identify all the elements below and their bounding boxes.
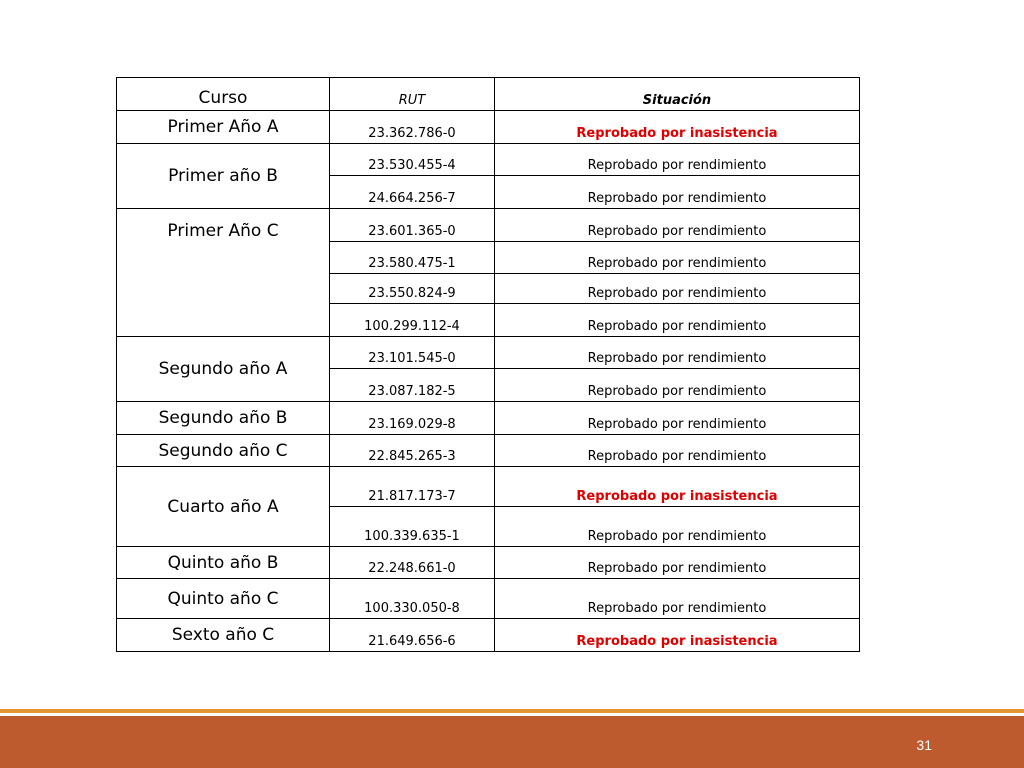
situation-cell: Reprobado por inasistencia — [495, 619, 860, 652]
table-row — [117, 111, 860, 144]
rut-cell: 23.580.475-1 — [330, 242, 495, 274]
situation-cell: Reprobado por rendimiento — [495, 547, 860, 579]
table-row — [117, 209, 860, 242]
situation-cell: Reprobado por rendimiento — [495, 435, 860, 467]
course-cell: Quinto año C — [117, 579, 330, 619]
header-row — [117, 78, 860, 111]
course-cell: Segundo año B — [117, 402, 330, 435]
course-cell: Cuarto año A — [117, 467, 330, 547]
course-cell: Sexto año C — [117, 619, 330, 652]
situation-cell: Reprobado por rendimiento — [495, 579, 860, 619]
rut-cell: 23.530.455-4 — [330, 144, 495, 176]
rut-cell: 22.845.265-3 — [330, 435, 495, 467]
situation-cell: Reprobado por inasistencia — [495, 111, 860, 144]
situation-cell: Reprobado por rendimiento — [495, 507, 860, 547]
rut-cell: 23.550.824-9 — [330, 274, 495, 304]
rut-cell: 100.330.050-8 — [330, 579, 495, 619]
situation-cell: Reprobado por rendimiento — [495, 144, 860, 176]
situation-cell: Reprobado por rendimiento — [495, 176, 860, 209]
rut-cell: 23.362.786-0 — [330, 111, 495, 144]
situation-cell: Reprobado por rendimiento — [495, 402, 860, 435]
situation-cell: Reprobado por rendimiento — [495, 242, 860, 274]
rut-cell: 100.299.112-4 — [330, 304, 495, 337]
header-situation: Situación — [495, 78, 860, 111]
failed-students-table — [116, 77, 860, 652]
table-row — [117, 467, 860, 507]
rut-cell: 23.169.029-8 — [330, 402, 495, 435]
situation-cell: Reprobado por rendimiento — [495, 337, 860, 369]
rut-cell: 21.649.656-6 — [330, 619, 495, 652]
table-row — [117, 144, 860, 176]
situation-cell: Reprobado por rendimiento — [495, 209, 860, 242]
table-row — [117, 579, 860, 619]
rut-cell: 24.664.256-7 — [330, 176, 495, 209]
course-cell: Primer Año C — [117, 209, 330, 337]
footer-accent-line — [0, 709, 1024, 713]
header-rut: RUT — [330, 78, 495, 111]
course-cell: Quinto año B — [117, 547, 330, 579]
table-row — [117, 337, 860, 369]
situation-cell: Reprobado por rendimiento — [495, 369, 860, 402]
table-body — [117, 78, 860, 652]
table-row — [117, 435, 860, 467]
situation-cell: Reprobado por inasistencia — [495, 467, 860, 507]
table-row — [117, 547, 860, 579]
course-cell: Segundo año A — [117, 337, 330, 402]
course-cell: Primer Año A — [117, 111, 330, 144]
table-row — [117, 619, 860, 652]
course-cell: Primer año B — [117, 144, 330, 209]
situation-cell: Reprobado por rendimiento — [495, 304, 860, 337]
rut-cell: 21.817.173-7 — [330, 467, 495, 507]
page-number: 31 — [916, 737, 932, 753]
rut-cell: 100.339.635-1 — [330, 507, 495, 547]
footer-bar — [0, 716, 1024, 768]
header-course: Curso — [117, 78, 330, 111]
course-cell: Segundo año C — [117, 435, 330, 467]
rut-cell: 23.601.365-0 — [330, 209, 495, 242]
rut-cell: 22.248.661-0 — [330, 547, 495, 579]
situation-cell: Reprobado por rendimiento — [495, 274, 860, 304]
rut-cell: 23.087.182-5 — [330, 369, 495, 402]
rut-cell: 23.101.545-0 — [330, 337, 495, 369]
table-row — [117, 402, 860, 435]
